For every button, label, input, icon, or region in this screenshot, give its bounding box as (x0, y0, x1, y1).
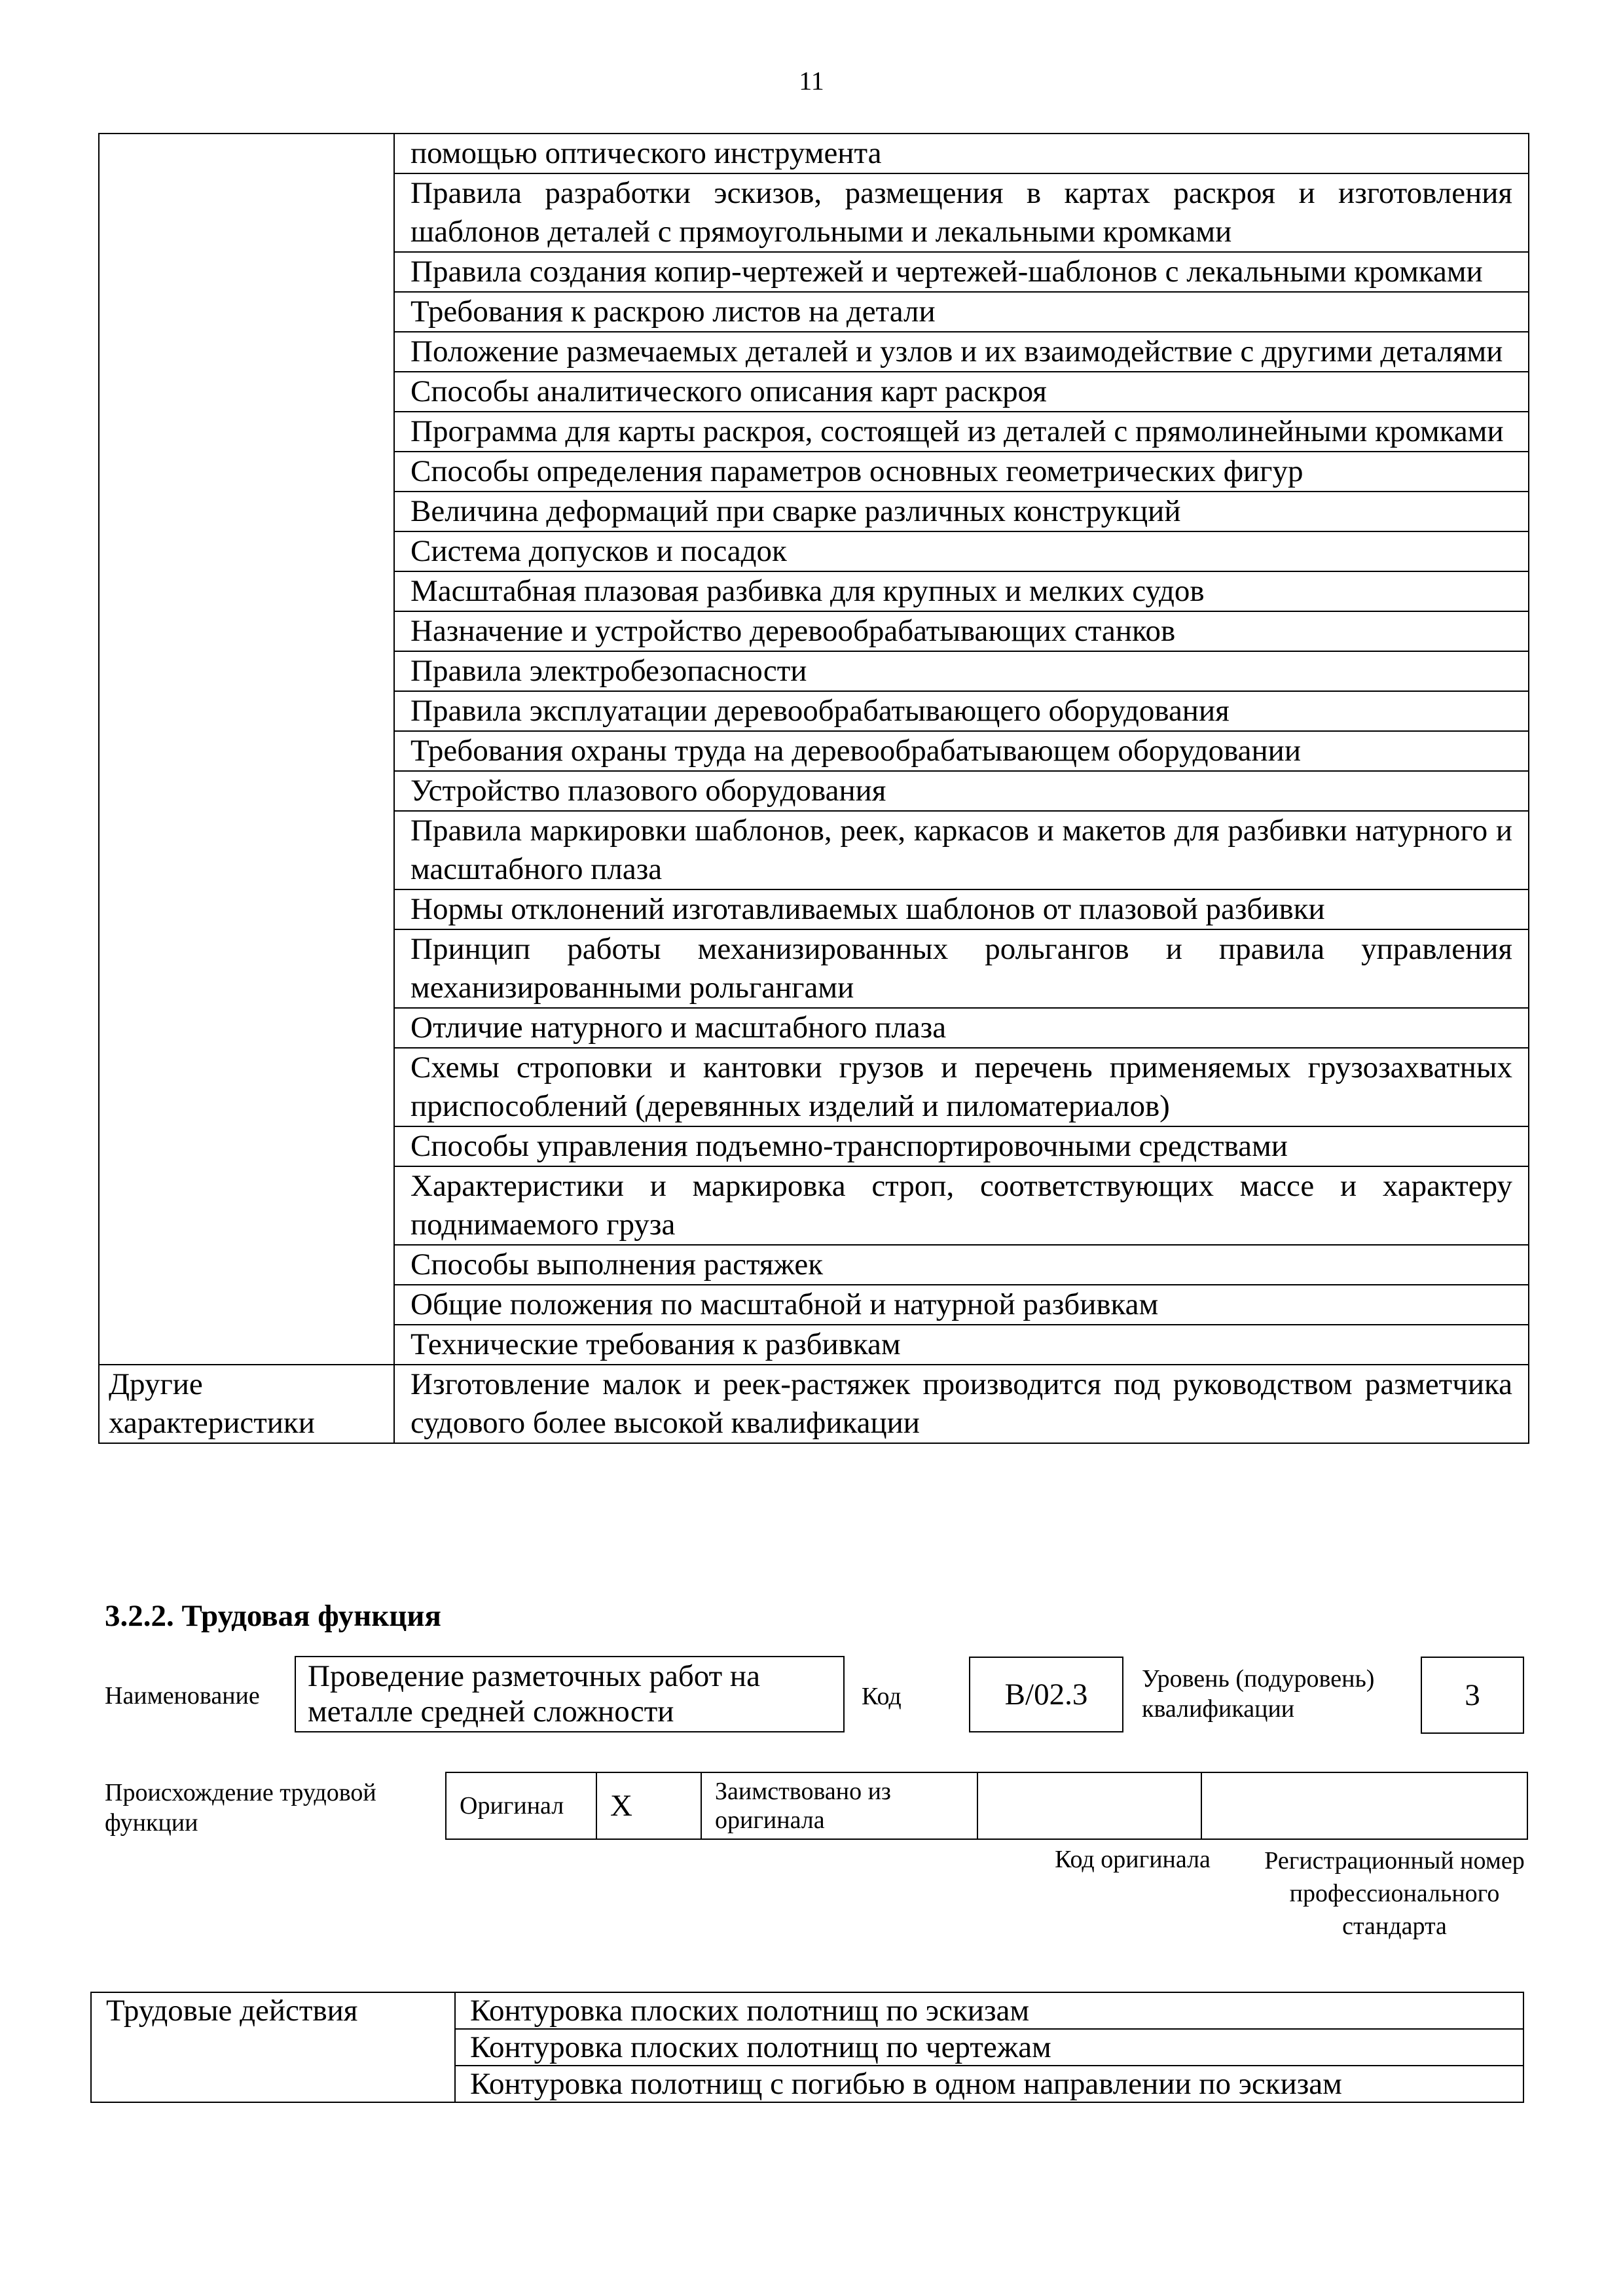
knowledge-item: Отличие натурного и масштабного плаза (394, 1008, 1529, 1048)
knowledge-item: Требования к раскрою листов на детали (394, 292, 1529, 332)
knowledge-item: Общие положения по масштабной и натурной разбивкам (394, 1285, 1529, 1325)
knowledge-item: Технические требования к разбивкам (394, 1325, 1529, 1365)
original-mark: X (610, 1789, 632, 1823)
knowledge-item: Нормы отклонений изготавливаемых шаблонов от плазовой разбивки (394, 889, 1529, 929)
registration-number-cell (1201, 1772, 1527, 1839)
knowledge-table (98, 133, 1529, 1444)
knowledge-item: Способы определения параметров основных геометрических фигур (394, 452, 1529, 492)
original-mark-cell (596, 1772, 701, 1839)
knowledge-item: Устройство плазового оборудования (394, 771, 1529, 811)
knowledge-item: Требования охраны труда на деревообрабатывающем оборудовании (394, 731, 1529, 771)
level-box (1421, 1657, 1524, 1734)
knowledge-item: Величина деформаций при сварке различных конструкций (394, 492, 1529, 531)
knowledge-item: Принцип работы механизированных рольгангов и правила управления механизированными рольгангами (394, 929, 1529, 1008)
actions-label: Трудовые действия (91, 1992, 455, 2102)
function-name-box (295, 1656, 845, 1732)
knowledge-label-cell (99, 134, 394, 1365)
knowledge-item: Правила разработки эскизов, размещения в картах раскроя и изготовления шаблонов деталей с прямоугольными и лекальными кромками (394, 173, 1529, 252)
knowledge-item: Правила создания копир-чертежей и чертежей-шаблонов с лекальными кромками (394, 252, 1529, 292)
knowledge-item: Программа для карты раскроя, состоящей из деталей с прямолинейными кромками (394, 412, 1529, 452)
level-value: 3 (1465, 1678, 1480, 1712)
code-value: B/02.3 (1004, 1677, 1088, 1712)
knowledge-item: Масштабная плазовая разбивка для крупных и мелких судов (394, 571, 1529, 611)
original-code-cell (977, 1772, 1201, 1839)
knowledge-item: Способы выполнения растяжек (394, 1245, 1529, 1285)
page-number: 11 (799, 66, 824, 96)
original-cell (446, 1772, 596, 1839)
level-label: Уровень (подуровень) квалификации (1142, 1665, 1375, 1723)
action-item: Контуровка полотнищ с погибью в одном направлении по эскизам (455, 2066, 1523, 2102)
knowledge-item: Система допусков и посадок (394, 531, 1529, 571)
knowledge-item: Правила электробезопасности (394, 651, 1529, 691)
function-name-value: Проведение разметочных работ на металле средней сложности (308, 1659, 760, 1729)
action-row (91, 1992, 1523, 2029)
other-characteristics-label: Другие характеристики (99, 1365, 394, 1443)
borrowed-cell (701, 1772, 977, 1839)
knowledge-item: Правила маркировки шаблонов, реек, каркасов и макетов для разбивки натурного и масштабного плаза (394, 811, 1529, 889)
knowledge-item: Способы аналитического описания карт раскроя (394, 372, 1529, 412)
knowledge-item: Положение размечаемых деталей и узлов и их взаимодействие с другими деталями (394, 332, 1529, 372)
knowledge-item: Способы управления подъемно-транспортировочными средствами (394, 1126, 1529, 1166)
code-box (969, 1657, 1123, 1732)
code-original-caption: Код оригинала (1055, 1846, 1211, 1873)
origin-label: Происхождение трудовой функции (105, 1779, 376, 1837)
knowledge-item: Характеристики и маркировка строп, соответствующих массе и характеру поднимаемого груза (394, 1166, 1529, 1245)
knowledge-item: Назначение и устройство деревообрабатывающих станков (394, 611, 1529, 651)
actions-table (90, 1992, 1524, 2103)
knowledge-item: Правила эксплуатации деревообрабатывающего оборудования (394, 691, 1529, 731)
name-label: Наименование (105, 1682, 260, 1710)
code-label: Код (862, 1683, 902, 1710)
original-label: Оригинал (460, 1792, 564, 1820)
other-characteristics-row (99, 1365, 1529, 1443)
section-heading: 3.2.2. Трудовая функция (105, 1599, 441, 1633)
action-item: Контуровка плоских полотнищ по эскизам (455, 1992, 1523, 2029)
other-characteristics-text: Изготовление малок и реек-растяжек производится под руководством разметчика судового более высокой квалификации (394, 1365, 1529, 1443)
knowledge-row (99, 134, 1529, 173)
action-item: Контуровка плоских полотнищ по чертежам (455, 2029, 1523, 2066)
borrowed-label: Заимствовано из оригинала (715, 1778, 891, 1834)
knowledge-item: помощью оптического инструмента (394, 134, 1529, 173)
origin-table (445, 1772, 1528, 1840)
knowledge-item: Схемы строповки и кантовки грузов и перечень применяемых грузозахватных приспособлений (деревянных изделий и пиломатериалов) (394, 1048, 1529, 1126)
reg-number-caption: Регистрационный номер профессионального стандарта (1264, 1847, 1525, 1940)
